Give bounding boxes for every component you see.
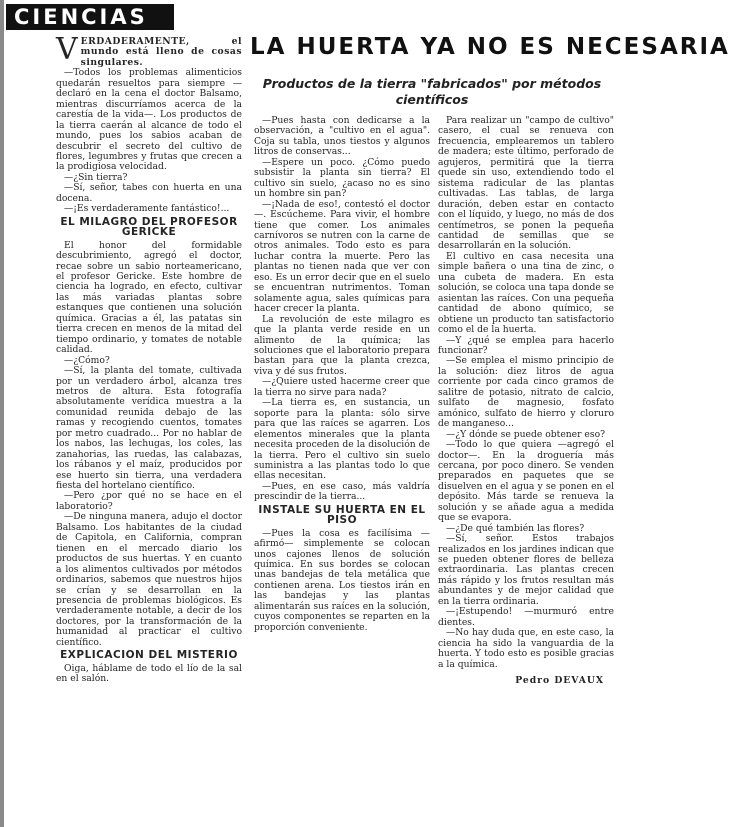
paragraph: Para realizar un "campo de cultivo" casero, el cual se renueva con frecuencia, emplearemos un tablero de madera; este último, perforado de agujeros, permitirá que la tierra quede sin uso, extendiendo todo el sistema radicular de las plantas cultivadas. Las tablas, de larga duración, deben estar en contacto con el líquido, y luego, no más de dos centímetros, se ponen la pequeña cantidad de semillas que se desarrollarán en la solución.: [438, 115, 614, 252]
paragraph: —Y ¿qué se emplea para hacerlo funcionar?: [438, 334, 614, 356]
paragraph: —La tierra es, en sustancia, un soporte para la planta: sólo sirve para que las raíces se agarren. Los elementos minerales que la planta necesita proceden de la disolución de la tierra. Pero el cultivo sin suelo suministra a las plantas todo lo que ellas necesitan.: [254, 397, 430, 482]
paragraph: El honor del formidable descubrimiento, agregó el doctor, recae sobre un sabio norteamericano, el profesor Gericke. Este hombre de ciencia ha logrado, en efecto, cultivar las más variadas plantas sobre estanques que contienen una solución química. Gracias a él, las patatas sin tierra crecen en menos de la mitad del tiempo ordinario, y tomates de notable calidad.: [56, 239, 242, 356]
page-edge-shadow: [0, 0, 4, 827]
section-heading: INSTALE SU HUERTA EN EL PISO: [258, 503, 426, 527]
drop-cap: V: [56, 32, 78, 67]
section-heading: EXPLICACION DEL MISTERIO: [60, 649, 238, 662]
paragraph: —De ninguna manera, adujo el doctor Balsamo. Los habitantes de la ciudad de Capitola, en California, compran tienen en el mercado diario los productos de sus huertas. Y en cuanto a los alimentos cultivados por métodos ordinarios, sabemos que nuestros hijos se crían y se desarrollan en la presencia de problemas biológicos. Es verdaderamente notable, a decir de los doctores, por la transformación de la humanidad al practicar el cultivo científico.: [56, 511, 242, 648]
opening-text: ERDADERAMENTE, el mundo está lleno de cosas singulares.: [80, 36, 242, 68]
paragraph: —¿Quiere usted hacerme creer que la tierra no sirve para nada?: [254, 376, 430, 398]
article-title: LA HUERTA YA NO ES NECESARIA: [250, 34, 730, 60]
author-signature: Pedro DEVAUX: [515, 675, 604, 687]
article-subtitle: Productos de la tierra "fabricados" por métodos científicos: [262, 76, 602, 107]
paragraph: —¿De qué también las flores?: [446, 522, 585, 534]
paragraph: —Todos los problemas alimenticios quedarán resueltos para siempre —declaró en la cena el doctor Balsamo, mientras discurríamos acerca de la carestía de la vida—. Los productos de la tierra caerán al alcance de todo el mundo, pues los sabios acaban de descubrir el secreto del cultivo de flores, legumbres y frutas que crecen a la prodigiosa velocidad.: [56, 67, 242, 173]
paragraph: —¿Sin tierra?: [64, 171, 128, 183]
article-column-3: [438, 116, 614, 686]
paragraph: —¿Cómo?: [64, 354, 110, 366]
paragraph: —¿Y dónde se puede obtener eso?: [446, 428, 606, 440]
section-label: CIENCIAS: [6, 4, 174, 30]
paragraph: —Sí, señor. Estos trabajos realizados en los jardines indican que se pueden obtener flores de belleza extraordinaria. Las plantas crecen más rápido y los frutos resultan más abundantes y de mejor calidad que en la tierra ordinaria.: [438, 533, 614, 607]
paragraph: —¡Nada de eso!, contestó el doctor—. Escúcheme. Para vivir, el hombre tiene que comer. Los animales carnívoros se nutren con la carne de otros animales. Todo esto es para luchar contra la muerte. Pero las plantas no tienen nada que ver con eso. Es un error decir que en el suelo se encuentran nutrimentos. Toman solamente agua, sales químicas para hacer crecer la planta.: [254, 198, 430, 315]
paragraph: El cultivo en casa necesita una simple bañera o una tina de zinc, o una cubeta de madera. En esta solución, se coloca una tapa donde se asientan las raíces. Con una pequeña cantidad de abono químico, se obtiene un producto tan satisfactorio como el de la huerta.: [438, 250, 614, 336]
paragraph: —Pues la cosa es facilísima —afirmó— simplemente se colocan unos cajones llenos de solución química. En sus bordes se colocan unas bandejas de tela metálica que contienen arena. Los tiestos irán en las bandejas y las plantas alimentarán sus raíces en la solución, cuyos componentes se reparten en la proporción conveniente.: [254, 527, 430, 633]
paragraph: —Pero ¿por qué no se hace en el laboratorio?: [56, 490, 242, 512]
paragraph: —Espere un poco. ¿Cómo puedo subsistir la planta sin tierra? El cultivo sin suelo, ¿acaso no es sino un hombre sin pan?: [254, 156, 430, 200]
article-column-2: [254, 116, 430, 633]
opening-paragraph: [56, 32, 242, 68]
paragraph: —Se emplea el mismo principio de la solución: diez litros de agua corriente por cada cinco gramos de salitre de potasio, nitrato de calcio, sulfato de magnesio, fosfato amónico, sulfato de hierro y cloruro de manganeso...: [438, 355, 614, 430]
paragraph: Oiga, háblame de todo el lío de la sal en el salón.: [56, 662, 242, 685]
paragraph: La revolución de este milagro es que la planta verde reside en un alimento de la química; las soluciones que el laboratorio prepara bastan para que la planta crezca, viva y dé sus frutos.: [254, 313, 430, 377]
paragraph: —Pues, en ese caso, más valdría prescindir de la tierra...: [254, 480, 430, 503]
paragraph: —Sí, señor, tabes con huerta en una docena.: [56, 182, 242, 204]
paragraph: —¡Estupendo! —murmuró entre dientes.: [438, 606, 614, 628]
paragraph: —Pues hasta con dedicarse a la observación, a "cultivo en el agua". Coja su tabla, unos tiestos y algunos litros de conservas...: [254, 115, 430, 158]
section-heading: EL MILAGRO DEL PROFESOR GERICKE: [60, 215, 238, 239]
paragraph: —¡Es verdaderamente fantástico!...: [64, 203, 230, 215]
paragraph: —Sí, la planta del tomate, cultivada por un verdadero árbol, alcanza tres metros de altura. Esta fotografía absolutamente verídica muestra a la comunidad reunida debajo de las ramas y recogiendo cuentos, tomates por metro cuadrado... Por no hablar de los nabos, las lechugas, los coles, las zanahorias, las ruedas, las calabazas, los rábanos y el maíz, producidos por ese huerto sin tierra, una verdadera fiesta del hortelano científico.: [56, 365, 242, 492]
paragraph: —No hay duda que, en este caso, la ciencia ha sido la vanguardia de la huerta. Y todo esto es posible gracias a la química.: [438, 627, 614, 670]
paragraph: —Todo lo que quiera —agregó el doctor—. En la droguería más cercana, por poco dinero. Se venden preparados en paquetes que se disuelven en el agua y se ponen en el depósito. Más tarde se renueva la solución y se añade agua a medida que se evapora.: [438, 439, 614, 524]
article-column-1: [56, 32, 242, 685]
